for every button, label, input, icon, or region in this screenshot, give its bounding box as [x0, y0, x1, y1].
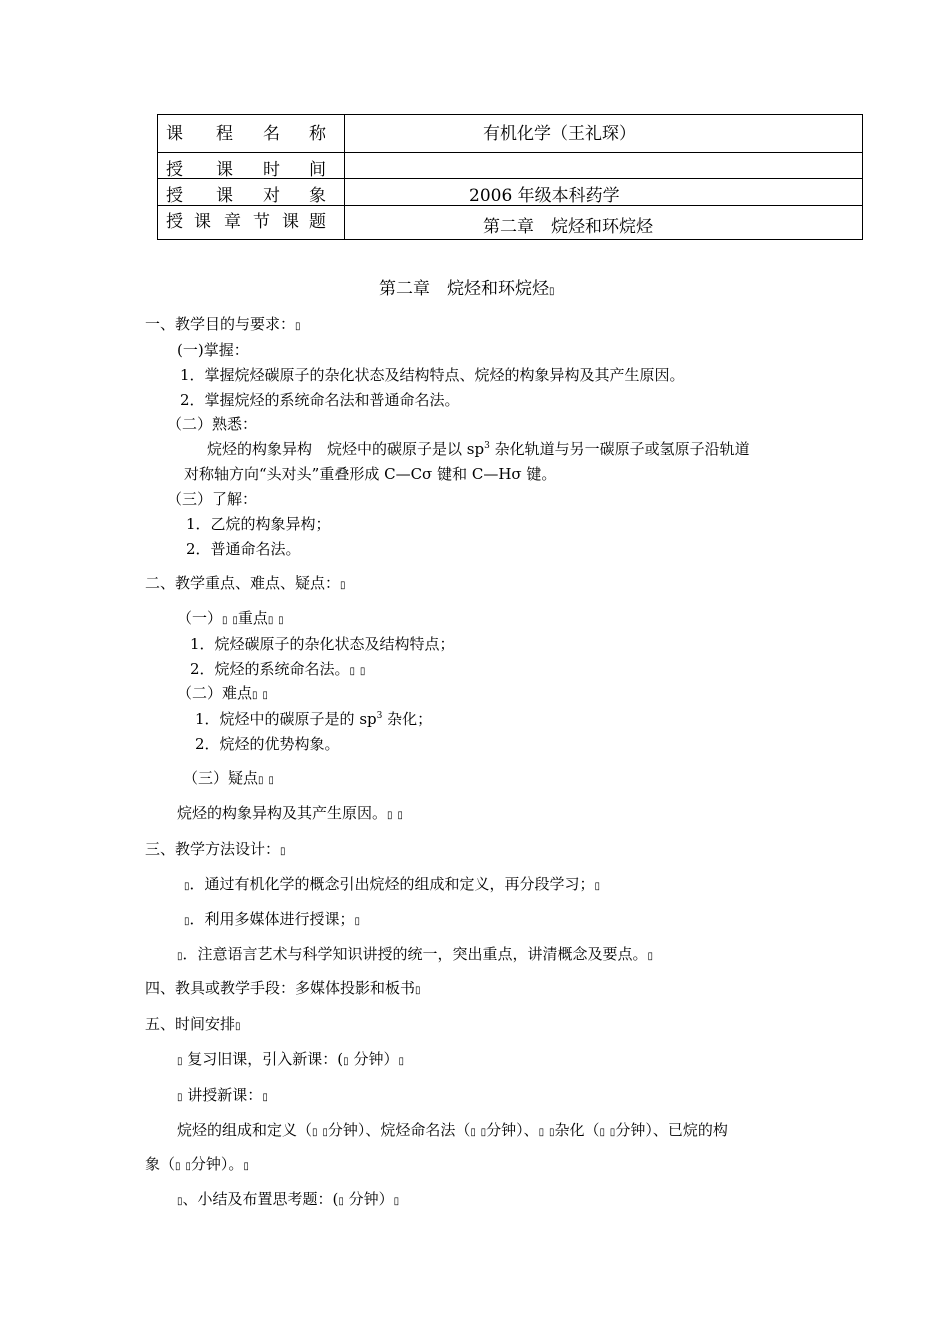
paragraph-line [207, 438, 750, 459]
section-heading [145, 1013, 241, 1034]
text-fragment: 分钟） [348, 1050, 399, 1068]
course-name: 有机化学（王礼琛） [483, 124, 636, 144]
text-fragment: 分钟）、已烷的构 [615, 1121, 728, 1139]
placeholder-glyph: ▯ [184, 916, 190, 927]
text-fragment: 烷烃的构象异构及其产生原因。 [177, 804, 388, 822]
placeholder-glyph: ▯ [278, 615, 284, 626]
section-4-title: 四、教具或教学手段：多媒体投影和板书 [145, 979, 416, 997]
section-2-title: 二、教学重点、难点、疑点： [145, 574, 341, 592]
table-row [158, 179, 862, 206]
list-item [184, 873, 600, 894]
placeholder-glyph: ▯ [609, 1127, 616, 1138]
placeholder-glyph: ▯ [480, 1127, 487, 1138]
placeholder-glyph: ▯ [258, 775, 264, 786]
placeholder-glyph: ▯ [397, 810, 403, 821]
row-value [345, 153, 862, 178]
placeholder-glyph: ▯ [538, 1127, 545, 1138]
section-heading [145, 313, 301, 334]
label-char: 象 [309, 186, 326, 206]
placeholder-glyph: ▯ [359, 666, 366, 677]
text-fragment: 杂化（ [554, 1121, 600, 1139]
placeholder-glyph: ▯ [177, 951, 183, 962]
placeholder-glyph: ▯ [415, 985, 421, 996]
text-fragment: （二）难点 [177, 684, 253, 702]
placeholder-glyph: ▯ [185, 1161, 191, 1172]
placeholder-glyph: ▯ [312, 1127, 318, 1138]
label-char: 课 [216, 186, 233, 206]
row-label [158, 179, 345, 205]
list-item: 2．烷烃的优势构象。 [195, 735, 340, 753]
placeholder-glyph: ▯ [175, 1161, 181, 1172]
table-row [158, 115, 862, 153]
label-char: 节 [253, 212, 270, 232]
chapter-title [379, 274, 555, 299]
placeholder-glyph: ▯ [343, 1056, 349, 1067]
list-item [190, 658, 365, 679]
subheading: （二）熟悉： [167, 415, 258, 433]
text-fragment: 分钟）、烷烃命名法（ [327, 1121, 471, 1139]
table-row [158, 153, 862, 179]
placeholder-glyph: ▯ [268, 775, 274, 786]
section-heading [145, 572, 346, 593]
paragraph-line [177, 802, 403, 823]
placeholder-glyph: ▯ [340, 580, 346, 591]
list-item [177, 1084, 268, 1105]
label-char: 课 [216, 160, 233, 180]
placeholder-glyph: ▯ [177, 1056, 183, 1067]
placeholder-glyph: ▯ [177, 1092, 183, 1103]
placeholder-glyph: ▯ [262, 1092, 268, 1103]
placeholder-glyph: ▯ [354, 916, 361, 927]
placeholder-glyph: ▯ [393, 1196, 400, 1207]
placeholder-glyph: ▯ [599, 1127, 606, 1138]
course-info-table [157, 114, 863, 240]
text-fragment: 讲授新课： [187, 1086, 263, 1104]
label-char: 时 [263, 160, 280, 180]
label-char: 章 [224, 212, 241, 232]
table-row [158, 206, 862, 239]
placeholder-glyph: ▯ [262, 690, 268, 701]
subheading: (一)掌握： [177, 341, 249, 359]
text-fragment: ．利用多媒体进行授课； [189, 910, 355, 928]
section-heading [145, 977, 421, 998]
superscript: 3 [484, 441, 490, 451]
placeholder-glyph: ▯ [387, 810, 393, 821]
paragraph-line [177, 1119, 728, 1140]
section-5-title: 五、时间安排 [145, 1015, 236, 1033]
label-char: 授 [166, 160, 183, 180]
label-char: 授 [166, 212, 183, 232]
text-fragment: 烷烃的构象异构 烷烃中的碳原子是以 sp [207, 440, 485, 458]
label-char: 称 [309, 124, 326, 144]
text-fragment: （一） [177, 609, 223, 627]
text-fragment: 杂化； [382, 710, 433, 728]
list-item: 1．掌握烷烃碳原子的杂化状态及结构特点、烷烃的构象异构及其产生原因。 [180, 366, 685, 384]
text-fragment: 重点 [237, 609, 268, 627]
chapter-title-text: 第二章 烷烃和环烷烃 [379, 279, 549, 299]
list-item [177, 943, 653, 964]
row-value [345, 179, 862, 205]
list-item: 2．掌握烷烃的系统命名法和普通命名法。 [180, 391, 460, 409]
placeholder-glyph: ▯ [295, 321, 301, 332]
superscript: 3 [376, 711, 383, 721]
label-char: 程 [216, 124, 233, 144]
placeholder-glyph: ▯ [280, 846, 286, 857]
placeholder-glyph: ▯ [549, 286, 555, 297]
text-fragment: 分钟） [343, 1190, 394, 1208]
list-item [177, 1188, 399, 1209]
label-char: 课 [194, 212, 211, 232]
list-item [184, 908, 360, 929]
placeholder-glyph: ▯ [184, 881, 190, 892]
row-value [345, 206, 862, 239]
placeholder-glyph: ▯ [470, 1127, 476, 1138]
section-heading [145, 838, 286, 859]
placeholder-glyph: ▯ [338, 1196, 344, 1207]
text-fragment: 复习旧课，引入新课：( [187, 1050, 344, 1068]
placeholder-glyph: ▯ [222, 615, 228, 626]
text-fragment: 象（ [145, 1155, 176, 1173]
label-char: 授 [166, 186, 183, 206]
target-audience: 2006 年级本科药学 [469, 186, 620, 206]
text-fragment: ．注意语言艺术与科学知识讲授的统一，突出重点，讲清概念及要点。 [182, 945, 648, 963]
placeholder-glyph: ▯ [594, 881, 601, 892]
label-char: 间 [309, 160, 326, 180]
list-item [195, 708, 432, 729]
list-item: 1．烷烃碳原子的杂化状态及结构特点； [190, 635, 455, 653]
paragraph-line [145, 1153, 249, 1174]
placeholder-glyph: ▯ [243, 1161, 249, 1172]
text-fragment: ．通过有机化学的概念引出烷烃的组成和定义，再分段学习； [189, 875, 595, 893]
text-fragment: 2．烷烃的系统命名法。 [190, 660, 350, 678]
placeholder-glyph: ▯ [548, 1127, 555, 1138]
section-1-title: 一、教学目的与要求： [145, 315, 296, 333]
row-label [158, 115, 345, 152]
list-item: 2．普通命名法。 [186, 540, 301, 558]
text-fragment: （三）疑点 [183, 769, 259, 787]
label-char: 名 [263, 124, 280, 144]
placeholder-glyph: ▯ [177, 1196, 183, 1207]
placeholder-glyph: ▯ [232, 615, 238, 626]
text-fragment: 、小结及布置思考题：( [182, 1190, 339, 1208]
label-char: 题 [309, 212, 326, 232]
text-fragment: 分钟）。 [190, 1155, 244, 1173]
row-value [345, 115, 862, 152]
text-fragment: 1．烷烃中的碳原子是的 sp [195, 710, 377, 728]
subheading [177, 607, 284, 628]
section-3-title: 三、教学方法设计： [145, 840, 281, 858]
text-fragment: 烷烃的组成和定义（ [177, 1121, 313, 1139]
list-item: 1．乙烷的构象异构； [186, 515, 331, 533]
placeholder-glyph: ▯ [349, 666, 356, 677]
subheading: （三）了解： [167, 490, 258, 508]
placeholder-glyph: ▯ [322, 1127, 328, 1138]
text-fragment: 分钟）、 [486, 1121, 539, 1139]
text-fragment: 杂化轨道与另一碳原子或氢原子沿轨道 [489, 440, 750, 458]
list-item [177, 1048, 404, 1069]
subheading [183, 767, 274, 788]
placeholder-glyph: ▯ [267, 615, 274, 626]
subheading [177, 682, 268, 703]
label-char: 课 [282, 212, 299, 232]
row-label [158, 153, 345, 178]
placeholder-glyph: ▯ [252, 690, 258, 701]
label-char: 课 [166, 124, 183, 144]
chapter-topic: 第二章 烷烃和环烷烃 [483, 217, 653, 237]
row-label [158, 206, 345, 239]
placeholder-glyph: ▯ [398, 1056, 404, 1067]
label-char: 对 [263, 186, 280, 206]
placeholder-glyph: ▯ [647, 951, 654, 962]
placeholder-glyph: ▯ [235, 1021, 241, 1032]
paragraph-line: 对称轴方向“头对头”重叠形成 C—Cσ 键和 C—Hσ 键。 [184, 465, 557, 483]
